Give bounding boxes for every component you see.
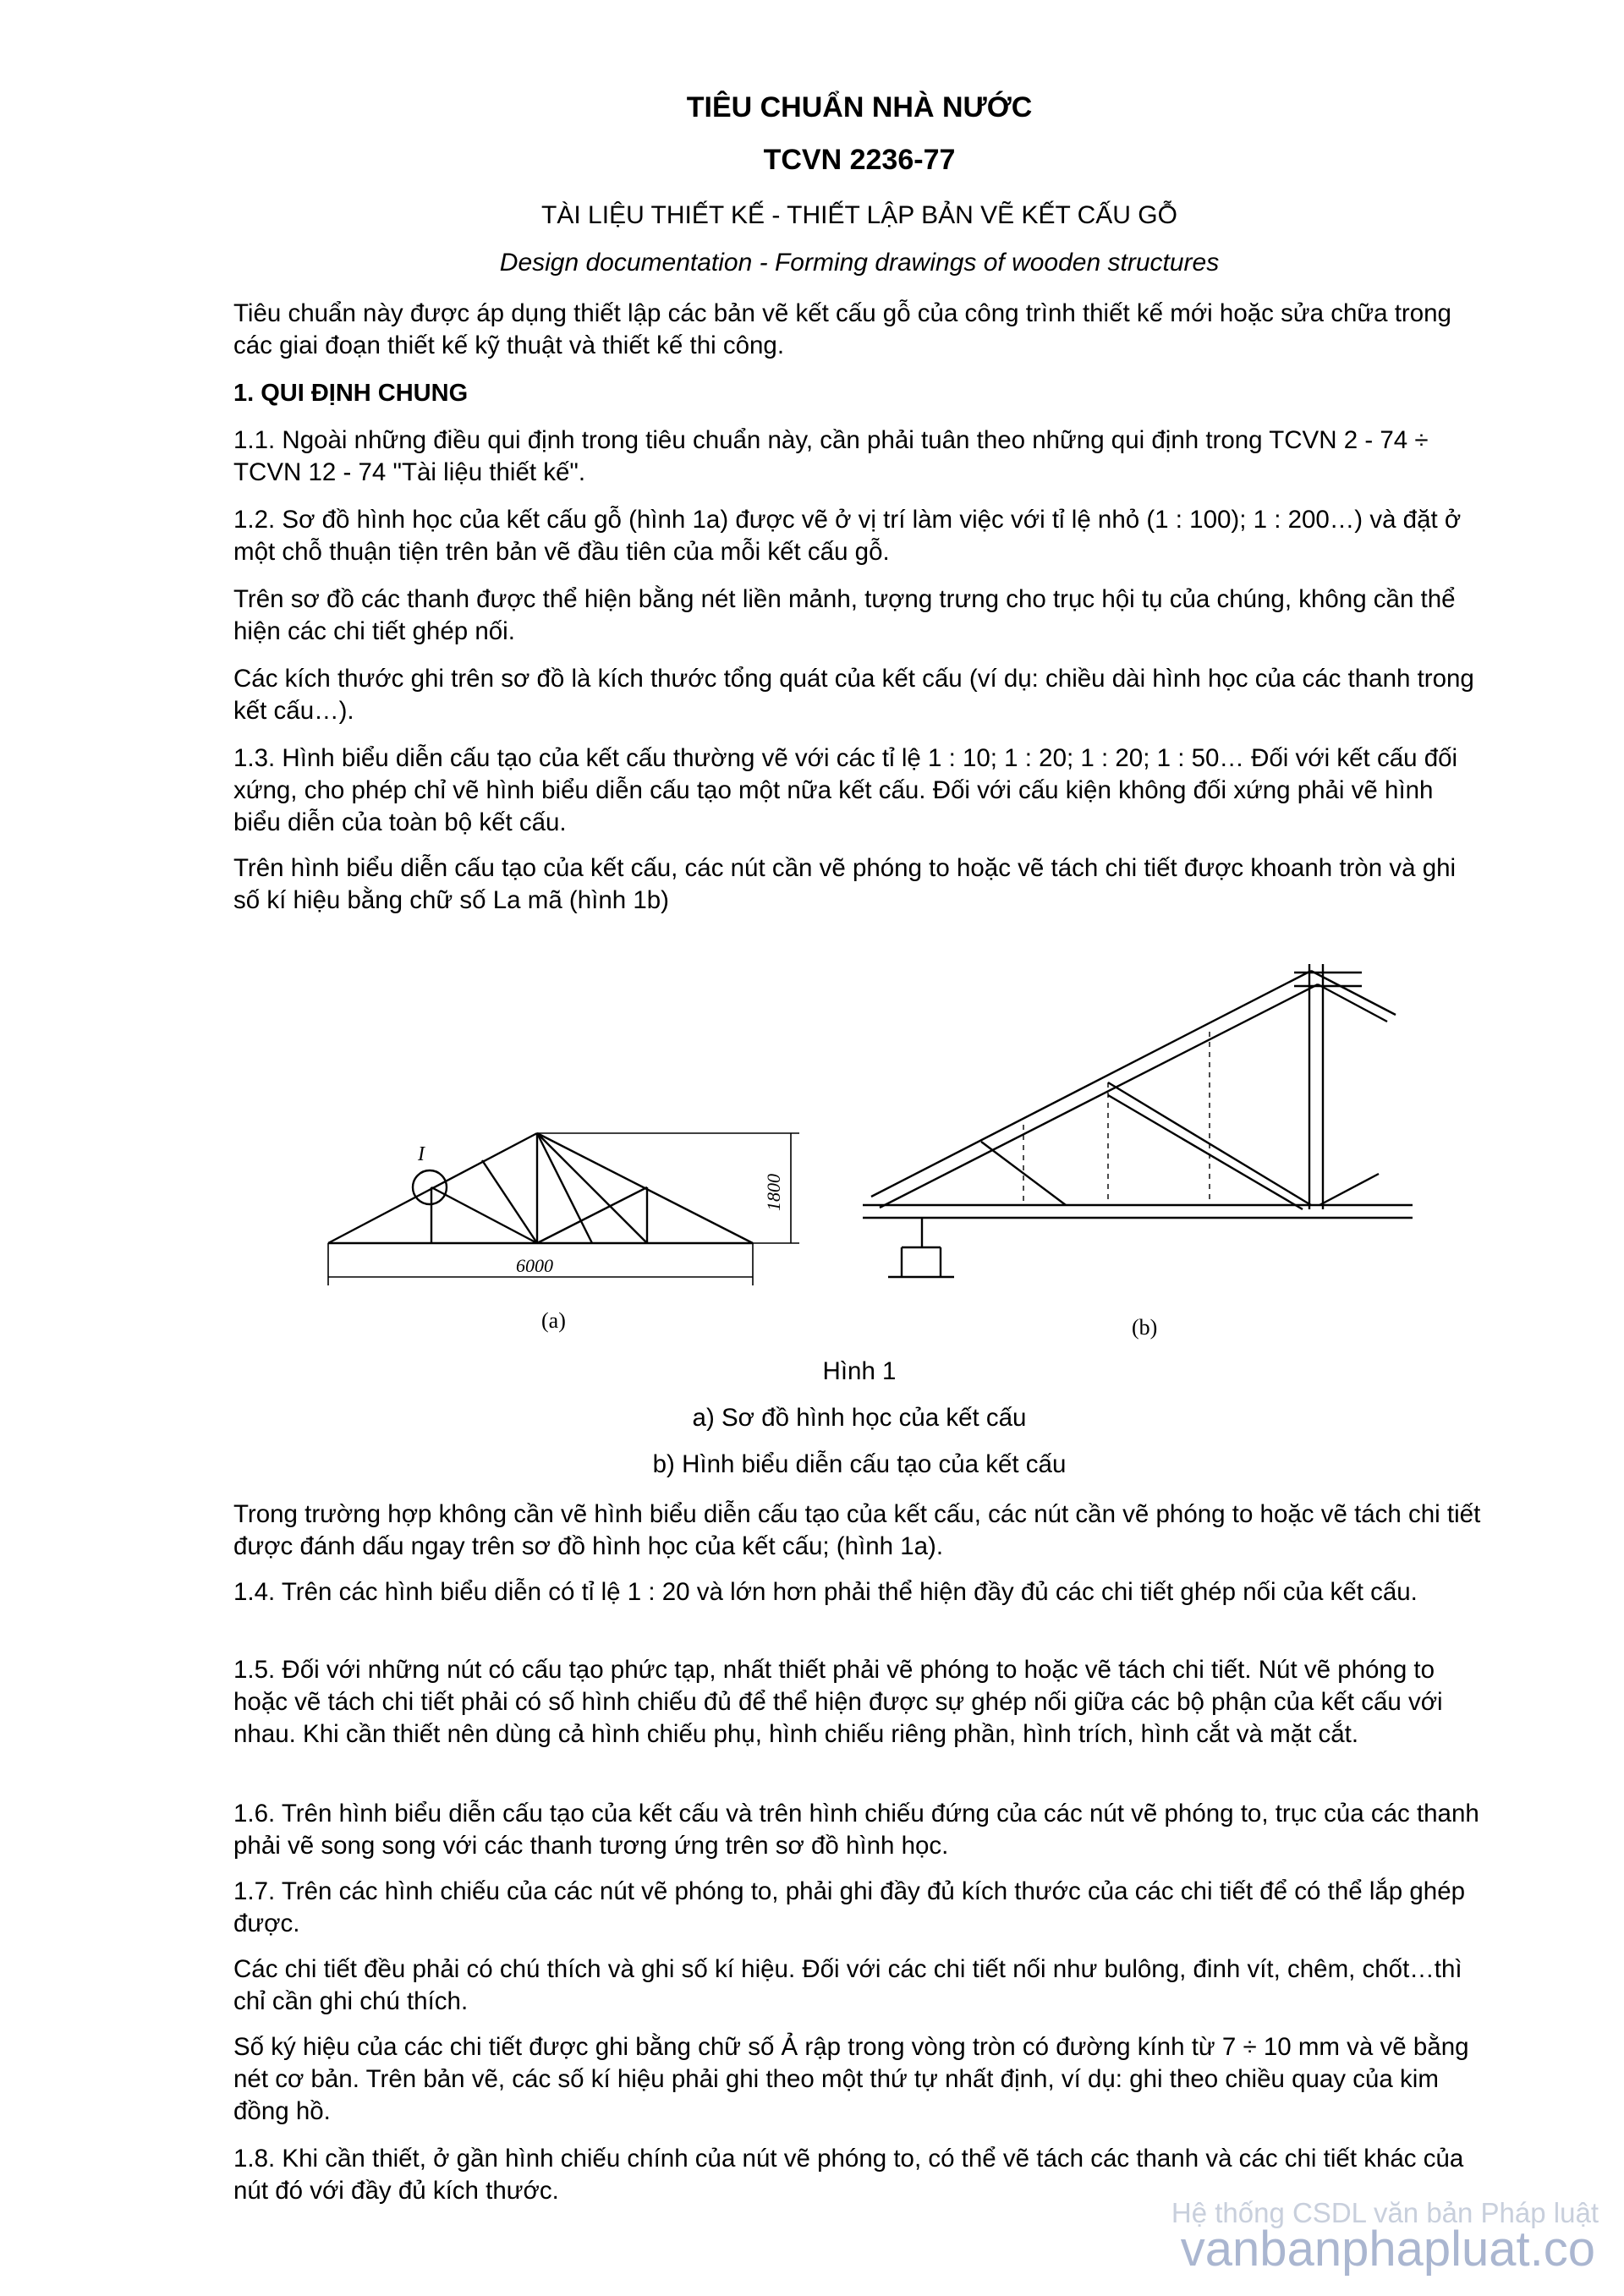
paragraph-1-4: 1.4. Trên các hình biểu diễn có tỉ lệ 1 : 20 và lớn hơn phải thể hiện đầy đủ các chi tiết ghép nối của kết cấu. (233, 1578, 1418, 1606)
paragraph-1-6: 1.6. Trên hình biểu diễn cấu tạo của kết cấu và trên hình chiếu đứng của các nút vẽ phóng to, trục của các thanh phải vẽ song song với các thanh tương ứng trên sơ đồ hình học. (233, 1800, 1479, 1860)
paragraph-1-2-c: Các kích thước ghi trên sơ đồ là kích thước tổng quát của kết cấu (ví dụ: chiều dài hình học của các thanh trong kết cấu…). (233, 665, 1474, 725)
intro-paragraph: Tiêu chuẩn này được áp dụng thiết lập các bản vẽ kết cấu gỗ của công trình thiết kế mới hoặc sửa chữa trong các giai đoạn thiết kế kỹ thuật và thiết kế thi công. (233, 299, 1451, 359)
height-dimension: 1800 (763, 1174, 784, 1211)
length-dimension: 6000 (516, 1255, 553, 1276)
node-label: I (418, 1143, 425, 1165)
paragraph-1-2-b: Trên sơ đồ các thanh được thể hiện bằng nét liền mảnh, tượng trưng cho trục hội tụ của chúng, không cần thể hiện các chi tiết ghép nối. (233, 585, 1456, 645)
paragraph-1-8: 1.8. Khi cần thiết, ở gần hình chiếu chính của nút vẽ phóng to, có thể vẽ tách các thanh và các chi tiết khác của nút đó với đầy đủ kích thước. (233, 2145, 1464, 2205)
paragraph-note-1a: Trong trường hợp không cần vẽ hình biểu diễn cấu tạo của kết cấu, các nút cần vẽ phóng to hoặc vẽ tách chi tiết được đánh dấu ngay trên sơ đồ hình học của kết cấu; (hình 1a). (233, 1500, 1481, 1560)
document-subtitle: TÀI LIỆU THIẾT KẾ - THIẾT LẬP BẢN VẼ KẾT CẤU GỖ (541, 201, 1177, 229)
english-title: Design documentation - Forming drawings of wooden structures (499, 249, 1220, 277)
standard-code: TCVN 2236-77 (763, 144, 956, 176)
figure-b-label: (b) (1132, 1315, 1158, 1340)
section-heading: 1. QUI ĐỊNH CHUNG (233, 380, 469, 407)
figure-caption-a: a) Sơ đồ hình học của kết cấu (692, 1404, 1027, 1432)
truss-construction-figure-b (854, 956, 1429, 1353)
paragraph-1-1: 1.1. Ngoài những điều qui định trong tiêu chuẩn này, cần phải tuân theo những qui định trong TCVN 2 - 74 ÷ TCVN 12 - 74 "Tài liệu thiết kế". (233, 426, 1429, 486)
watermark-subtitle: Hệ thống CSDL văn bản Pháp luật (1171, 2197, 1599, 2228)
standard-title: TIÊU CHUẨN NHÀ NƯỚC (686, 91, 1033, 123)
paragraph-1-7-c: Số ký hiệu của các chi tiết được ghi bằng chữ số Ả rập trong vòng tròn có đường kính từ 7 ÷ 10 mm và vẽ bằng nét cơ bản. Trên bản vẽ, các số kí hiệu phải ghi theo một thứ tự nhất định, ví dụ: ghi theo chiều quay của kim đồng hồ. (233, 2033, 1469, 2125)
figure-a-label: (a) (541, 1308, 566, 1333)
truss-schema-figure-a (313, 1116, 820, 1345)
paragraph-1-7: 1.7. Trên các hình chiếu của các nút vẽ phóng to, phải ghi đầy đủ kích thước của các chi tiết để có thể lắp ghép được. (233, 1877, 1466, 1937)
paragraph-1-3-b: Trên hình biểu diễn cấu tạo của kết cấu, các nút cần vẽ phóng to hoặc vẽ tách chi tiết được khoanh tròn và ghi số kí hiệu bằng chữ số La mã (hình 1b) (233, 854, 1457, 914)
paragraph-1-5: 1.5. Đối với những nút có cấu tạo phức tạp, nhất thiết phải vẽ phóng to hoặc vẽ tách chi tiết. Nút vẽ phóng to hoặc vẽ tách chi tiết phải có số hình chiếu đủ để thể hiện được sự ghép nối giữa các bộ phận của kết cấu với nhau. Khi cần thiết nên dùng cả hình chiếu phụ, hình chiếu riêng phần, hình trích, hình cắt và mặt cắt. (233, 1656, 1443, 1748)
figure-caption-b: b) Hình biểu diễn cấu tạo của kết cấu (652, 1450, 1067, 1478)
watermark-logo[interactable]: vanbanphapluat.co (1180, 2222, 1595, 2277)
paragraph-1-2: 1.2. Sơ đồ hình học của kết cấu gỗ (hình 1a) được vẽ ở vị trí làm việc với tỉ lệ nhỏ (1 : 100); 1 : 200…) và đặt ở một chỗ thuận tiện trên bản vẽ đầu tiên của mỗi kết cấu gỗ. (233, 506, 1462, 566)
paragraph-1-7-b: Các chi tiết đều phải có chú thích và ghi số kí hiệu. Đối với các chi tiết nối như bulông, đinh vít, chêm, chốt…thì chỉ cần ghi chú thích. (233, 1955, 1462, 2015)
figure-caption-title: Hình 1 (822, 1357, 897, 1385)
paragraph-1-3: 1.3. Hình biểu diễn cấu tạo của kết cấu thường vẽ với các tỉ lệ 1 : 10; 1 : 20; 1 : 20; 1 : 50… Đối với kết cấu đối xứng, cho phép chỉ vẽ hình biểu diễn cấu tạo một nữa kết cấu. Đối với cấu kiện không đối xứng phải vẽ hình biểu diễn của toàn bộ kết cấu. (233, 744, 1458, 836)
node-circle-I (413, 1170, 447, 1204)
